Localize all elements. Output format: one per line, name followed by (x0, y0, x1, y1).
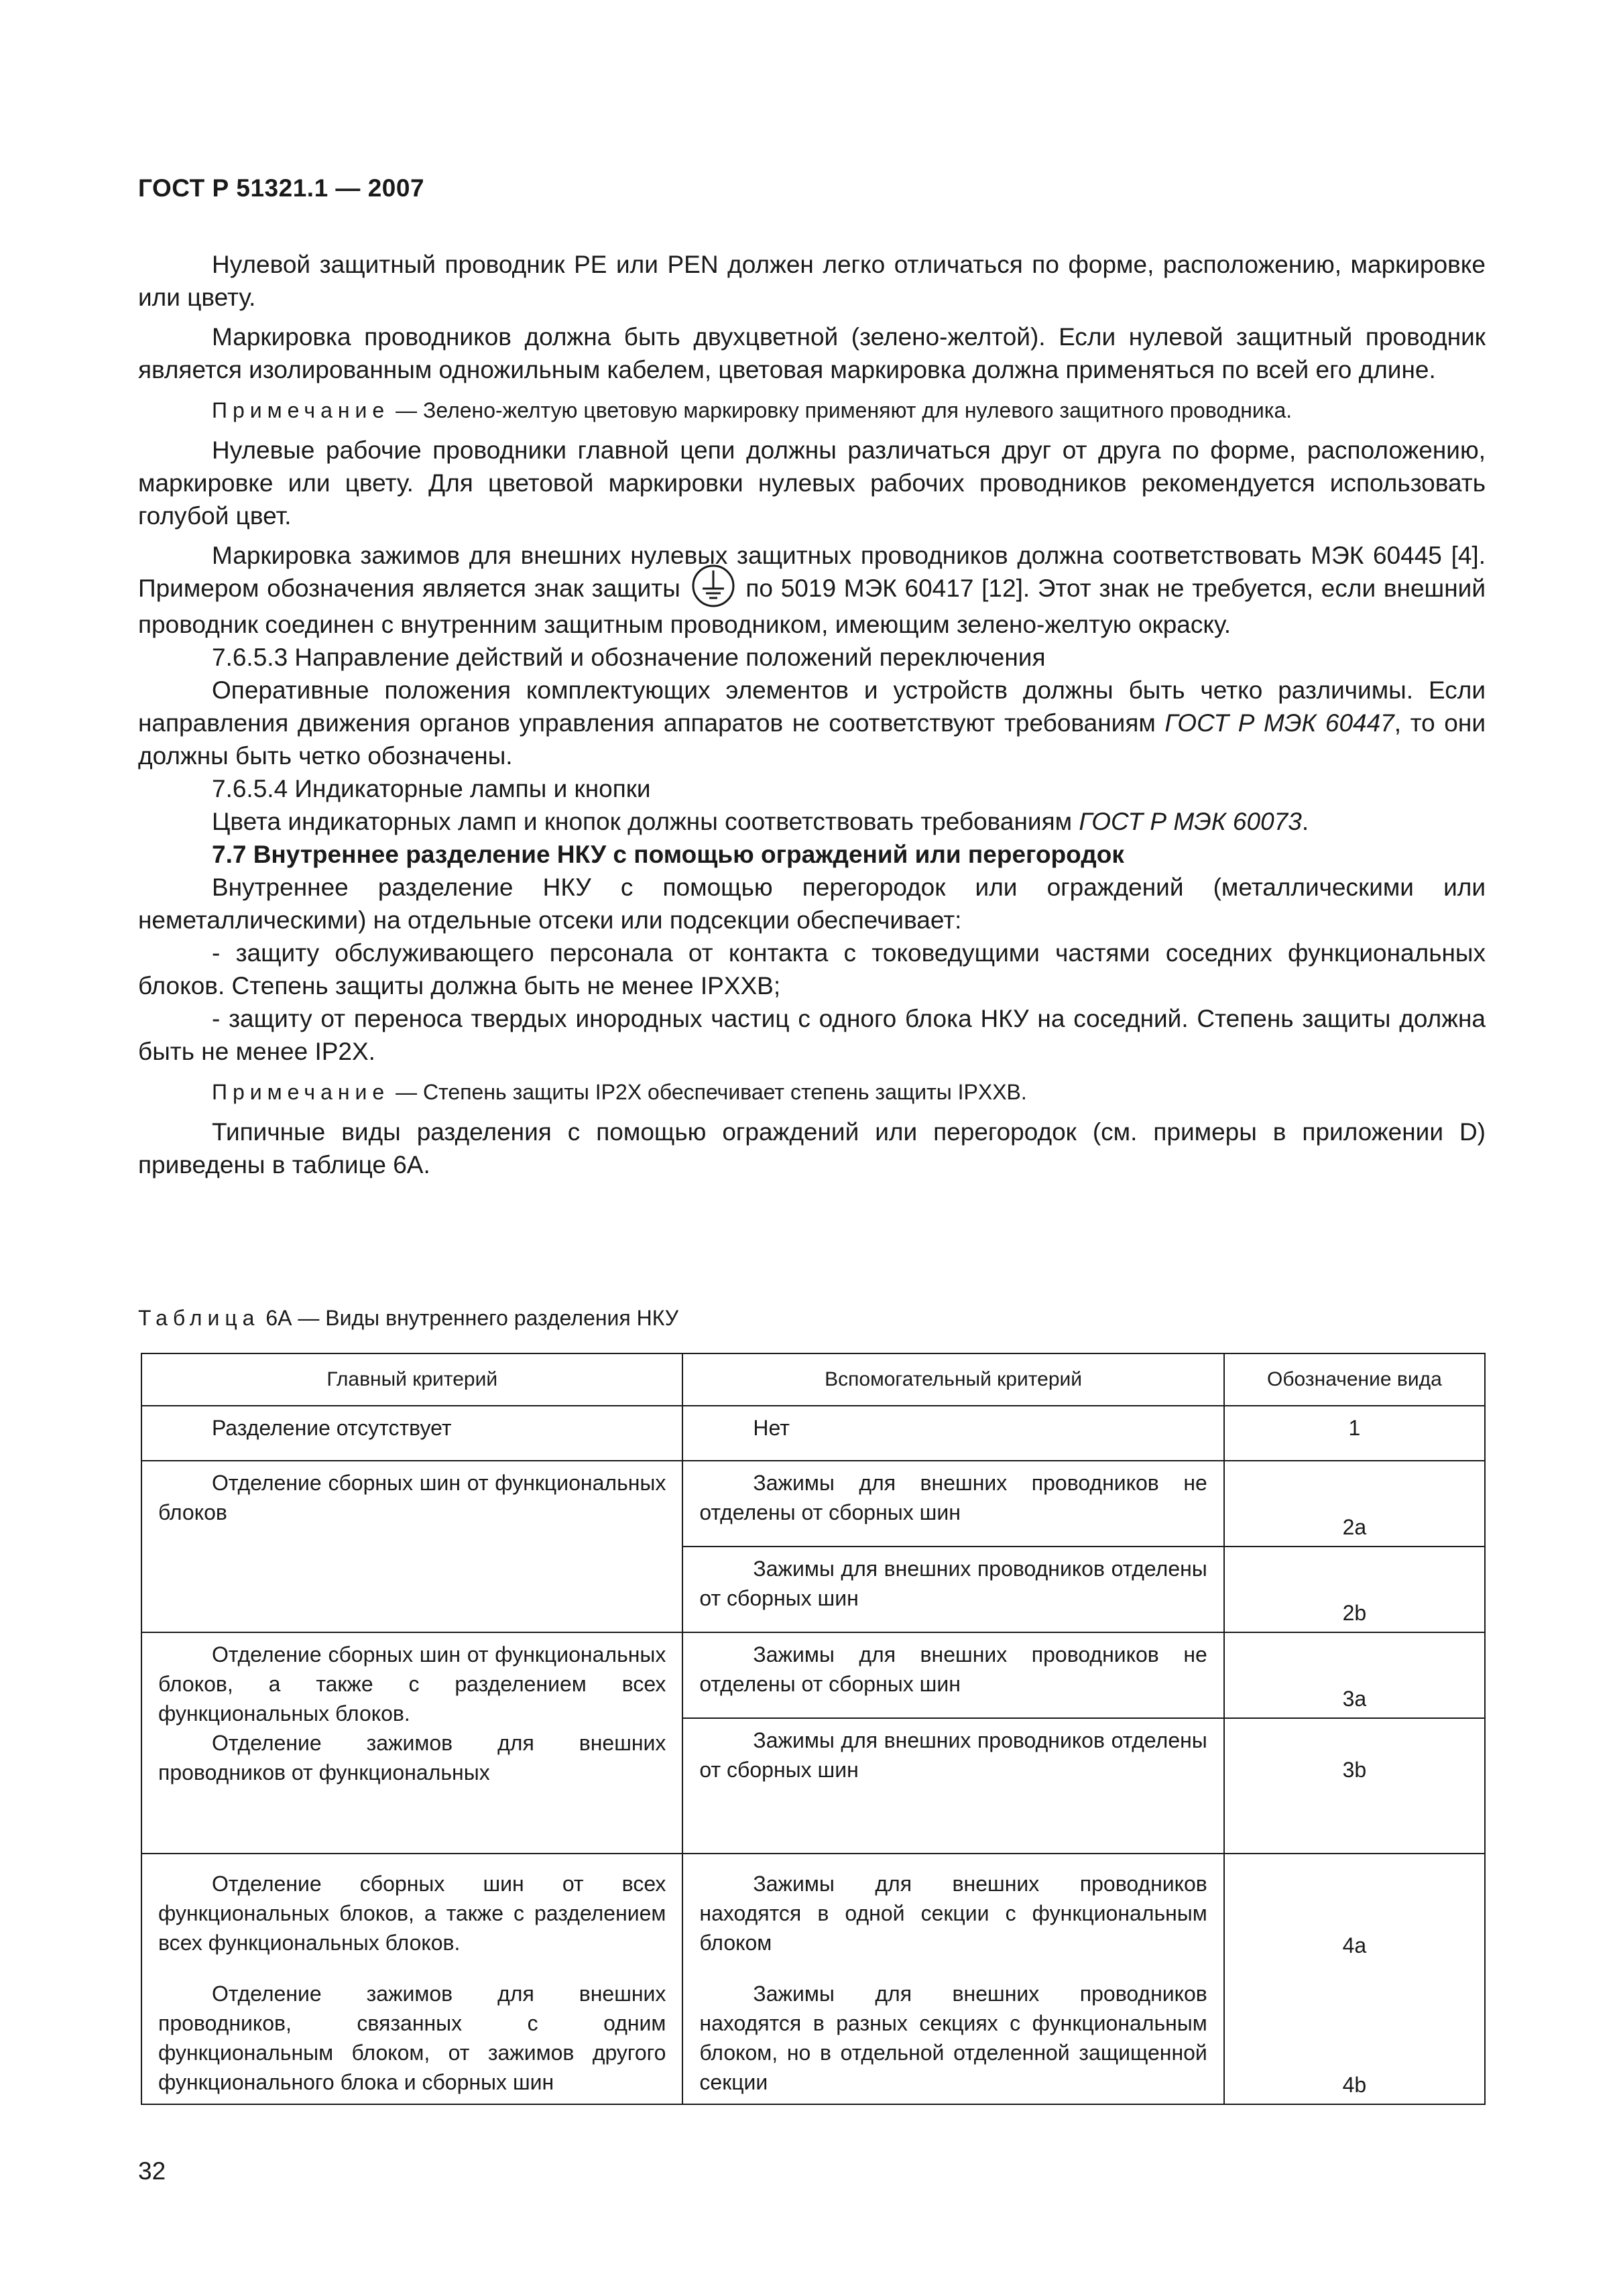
note-1-text: — Зелено-желтую цветовую маркировку применяют для нулевого защитного проводника. (389, 398, 1293, 422)
table-row (141, 1854, 1485, 1964)
cell-code: 3b (1224, 1718, 1485, 1854)
heading-7-6-5-3: 7.6.5.3 Направление действий и обозначение положений переключения (212, 644, 1046, 672)
table-row (141, 1406, 1485, 1461)
paragraph-neutral-conductors: Нулевые рабочие проводники главной цепи должны различаться друг от друга по форме, расположению, маркировке или цвету. Для цветовой маркировки нулевых рабочих проводников рекомендуется использовать голубой цвет. (138, 436, 1486, 530)
paragraph-terminal-marking: Маркировка зажимов для внешних нулевых защитных проводников должна соответствовать МЭК 60445 [4]. Примером обозначения является знак защиты по 5019 МЭК 60417 [12]. Этот знак не требуется, если внешний проводник соединен с внутренним защитным проводником, имеющим зелено-желтую окраску. (138, 542, 1486, 639)
header-aux-criterion: Вспомогательный критерий (682, 1353, 1223, 1406)
cell-aux: Зажимы для внешних проводников находятся в разных секциях с функциональным блоком, но в отдельной отделенной защищенной секции (682, 1964, 1223, 2104)
cell-main: Разделение отсутствует (141, 1406, 682, 1461)
heading-7-7: 7.7 Внутреннее разделение НКУ с помощью ограждений или перегородок (212, 841, 1124, 869)
note-1 (138, 394, 1486, 427)
table-caption: Таблица 6А — Виды внутреннего разделения НКУ (138, 1306, 679, 1330)
ref-gost-60073: ГОСТ Р МЭК 60073 (1079, 808, 1302, 836)
document-body (138, 248, 1486, 1181)
cell-aux: Нет (682, 1406, 1223, 1461)
table-row (141, 1632, 1485, 1718)
document-header: ГОСТ Р 51321.1 — 2007 (138, 174, 425, 202)
heading-7-6-5-4: 7.6.5.4 Индикаторные лампы и кнопки (212, 775, 651, 803)
ref-gost-60447: ГОСТ Р МЭК 60447 (1164, 709, 1394, 737)
cell-main: Отделение зажимов для внешних проводников, связанных с одним функциональным блоком, от зажимов другого функционального блока и сборных шин (141, 1964, 682, 2104)
header-form-designation: Обозначение вида (1224, 1353, 1485, 1406)
page-number: 32 (138, 2157, 166, 2185)
header-main-criterion: Главный критерий (141, 1353, 682, 1406)
cell-main: Отделение сборных шин от всех функциональных блоков, а также с разделением всех функциональных блоков. (141, 1854, 682, 1964)
cell-aux: Зажимы для внешних проводников не отделены от сборных шин (682, 1461, 1223, 1547)
note-1-label: Примечание (212, 398, 390, 422)
bullet-protection-personnel: - защиту обслуживающего персонала от контакта с токоведущими частями соседних функциональных блоков. Степень защиты должна быть не менее IPXXB; (138, 939, 1486, 1000)
cell-aux: Зажимы для внешних проводников находятся в одной секции с функциональным блоком (682, 1854, 1223, 1964)
paragraph-typical-forms: Типичные виды разделения с помощью ограждений или перегородок (см. примеры в приложении D) приведены в таблице 6А. (138, 1118, 1486, 1179)
separation-forms-table (141, 1353, 1486, 2105)
protective-earth-icon (691, 564, 735, 608)
cell-aux: Зажимы для внешних проводников не отделены от сборных шин (682, 1632, 1223, 1718)
cell-code: 4a (1224, 1854, 1485, 1964)
cell-code: 4b (1224, 1964, 1485, 2104)
cell-code: 3a (1224, 1632, 1485, 1718)
bullet-protection-particles: - защиту от переноса твердых инородных частиц с одного блока НКУ на соседний. Степень защиты должна быть не менее IP2X. (138, 1005, 1486, 1066)
cell-code: 2a (1224, 1461, 1485, 1547)
table-header-row (141, 1353, 1485, 1406)
paragraph-pe-conductor: Нулевой защитный проводник PE или PEN должен легко отличаться по форме, расположению, маркировке или цвету. (138, 251, 1486, 311)
cell-main: Отделение сборных шин от функциональных блоков (141, 1461, 682, 1632)
note-2-label: Примечание (212, 1080, 390, 1105)
cell-aux: Зажимы для внешних проводников отделены от сборных шин (682, 1547, 1223, 1632)
note-2 (138, 1076, 1486, 1109)
paragraph-operating-positions: Оперативные положения комплектующих элементов и устройств должны быть четко различимы. Если направления движения органов управления аппаратов не соответствуют требованиям ГОСТ Р МЭК 60447, то они должны быть четко обозначены. (138, 676, 1486, 770)
table-row (141, 1964, 1485, 2104)
table-row (141, 1461, 1485, 1547)
paragraph-marking-colors: Маркировка проводников должна быть двухцветной (зелено-желтой). Если нулевой защитный проводник является изолированным одножильным кабелем, цветовая маркировка должна применяться по всей его длине. (138, 323, 1486, 383)
paragraph-indicator-colors: Цвета индикаторных ламп и кнопок должны соответствовать требованиям ГОСТ Р МЭК 60073. (212, 808, 1309, 836)
paragraph-internal-separation: Внутреннее разделение НКУ с помощью перегородок или ограждений (металлическими или неметаллическими) на отдельные отсеки или подсекции обеспечивает: (138, 873, 1486, 934)
cell-code: 1 (1224, 1406, 1485, 1461)
cell-aux: Зажимы для внешних проводников отделены от сборных шин (682, 1718, 1223, 1854)
note-2-text: — Степень защиты IP2X обеспечивает степень защиты IPXXB. (389, 1080, 1027, 1105)
cell-code: 2b (1224, 1547, 1485, 1632)
cell-main: Отделение сборных шин от функциональных блоков, а также с разделением всех функциональных блоков. Отделение зажимов для внешних проводников от функциональных (141, 1632, 682, 1854)
